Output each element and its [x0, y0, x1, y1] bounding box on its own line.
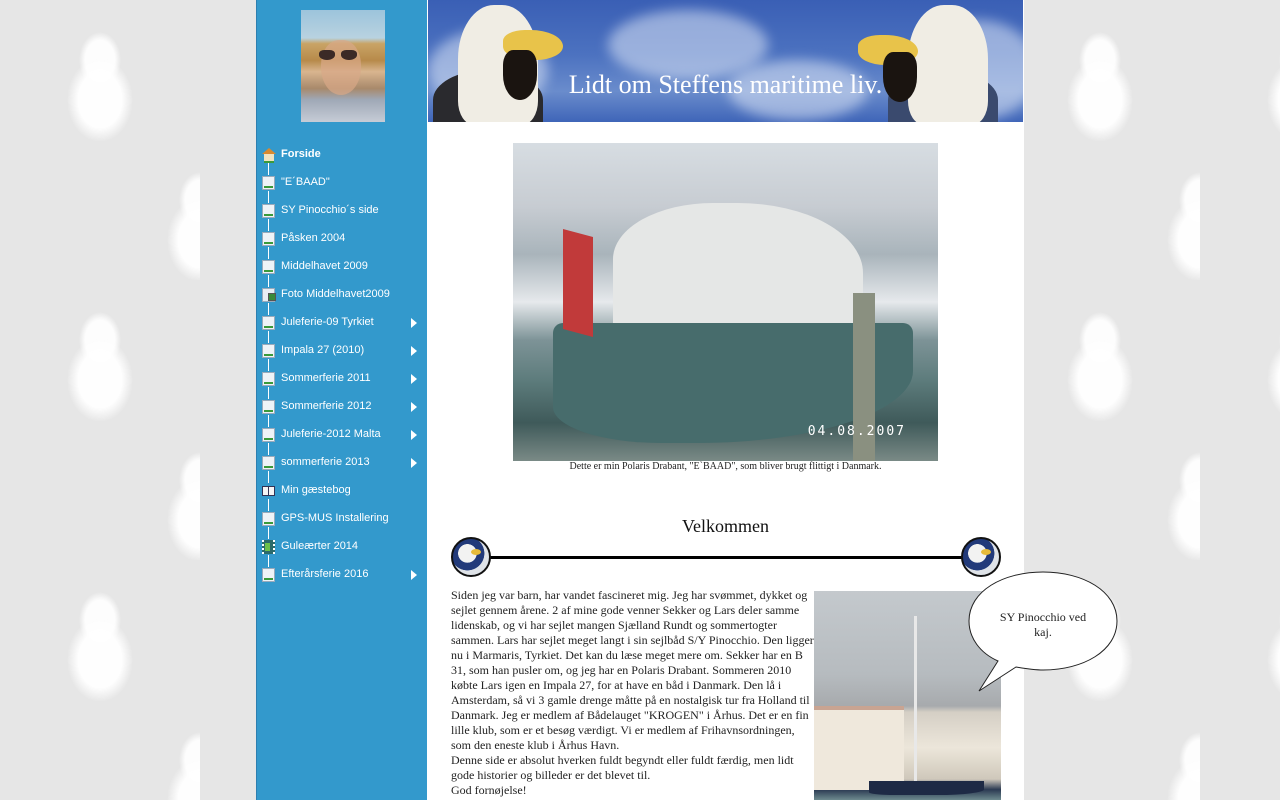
sidebar-item-label[interactable]: GPS-MUS Installering: [281, 512, 389, 524]
sidebar-item[interactable]: [257, 169, 427, 197]
page-icon: [262, 428, 275, 442]
page-icon: [262, 372, 275, 386]
sidebar-item[interactable]: [257, 477, 427, 505]
sidebar-item[interactable]: [257, 225, 427, 253]
sidebar-item-label[interactable]: Sommerferie 2012: [281, 400, 372, 412]
page-icon: [262, 512, 275, 526]
photo-caption: Dette er min Polaris Drabant, "E`BAAD", som bliver brugt flittigt i Danmark.: [569, 461, 882, 472]
sidebar-item-label[interactable]: Efterårsferie 2016: [281, 568, 369, 580]
submenu-arrow-icon[interactable]: [411, 430, 417, 440]
page-icon: [262, 344, 275, 358]
divider-line: [470, 556, 980, 559]
sidebar-item-label[interactable]: Påsken 2004: [281, 232, 346, 244]
sidebar-nav: [257, 141, 427, 589]
submenu-arrow-icon[interactable]: [411, 458, 417, 468]
sidebar-item[interactable]: [257, 337, 427, 365]
eagle-badge-left-icon: [451, 537, 491, 577]
sidebar-item[interactable]: [257, 533, 427, 561]
welcome-heading: Velkommen: [682, 516, 769, 536]
page-icon: [262, 400, 275, 414]
sidebar-item[interactable]: [257, 505, 427, 533]
guestbook-icon: [262, 486, 275, 496]
sidebar-item[interactable]: [257, 281, 427, 309]
sidebar-item-label[interactable]: Juleferie-2012 Malta: [281, 428, 381, 440]
intro-paragraph: God fornøjelse!: [451, 783, 527, 797]
sidebar-item-label[interactable]: Sommerferie 2011: [281, 372, 371, 384]
portrait-photo: [301, 10, 385, 122]
sidebar-item-label[interactable]: Min gæstebog: [281, 484, 351, 496]
page-icon: [262, 204, 275, 218]
intro-paragraph: Denne side er absolut hverken fuldt begyndt eller fuldt færdig, men lidt gode historier og billeder er det blevet til.: [451, 753, 794, 782]
submenu-arrow-icon[interactable]: [411, 402, 417, 412]
page-icon: [262, 316, 275, 330]
site-title: Lidt om Steffens maritime liv.: [568, 70, 883, 99]
speech-bubble-text: SY Pinocchio ved kaj.: [999, 610, 1087, 639]
sidebar-item[interactable]: [257, 365, 427, 393]
photo-date-stamp: 04.08.2007: [807, 424, 906, 439]
submenu-arrow-icon[interactable]: [411, 318, 417, 328]
sidebar-item[interactable]: [257, 393, 427, 421]
sidebar-item[interactable]: [257, 253, 427, 281]
photo-gallery-icon: [262, 288, 275, 302]
page-icon: [262, 232, 275, 246]
sidebar-item[interactable]: [257, 449, 427, 477]
page-icon: [262, 176, 275, 190]
sidebar-item-label[interactable]: Middelhavet 2009: [281, 260, 368, 272]
sidebar-item[interactable]: [257, 421, 427, 449]
home-icon: [262, 148, 275, 162]
sidebar-item-label[interactable]: Impala 27 (2010): [281, 344, 365, 356]
sidebar-item-label[interactable]: Guleærter 2014: [281, 540, 359, 552]
submenu-arrow-icon[interactable]: [411, 346, 417, 356]
sidebar-item-label[interactable]: Foto Middelhavet2009: [281, 288, 390, 300]
sidebar-item-label[interactable]: Juleferie-09 Tyrkiet: [281, 316, 374, 328]
intro-text: [451, 588, 816, 798]
page-icon: [262, 568, 275, 582]
header-banner: [428, 0, 1023, 122]
sidebar-item-label[interactable]: sommerferie 2013: [281, 456, 370, 468]
page-icon: [262, 260, 275, 274]
eagle-right-image: [858, 0, 1008, 122]
video-icon: [262, 540, 275, 554]
sidebar-item-label[interactable]: SY Pinocchio´s side: [281, 204, 379, 216]
sidebar-item[interactable]: [257, 309, 427, 337]
eagle-left-image: [433, 0, 583, 122]
sidebar-item[interactable]: [257, 197, 427, 225]
sidebar-item[interactable]: [257, 561, 427, 589]
submenu-arrow-icon[interactable]: [411, 570, 417, 580]
boat-photo-ebaad: [513, 143, 938, 461]
sidebar-item[interactable]: [257, 141, 427, 169]
intro-paragraph: Siden jeg var barn, har vandet fascineret mig. Jeg har svømmet, dykket og sejlet gennem årene. 2 af mine gode venner Sekker og Lars deler samme lidenskab, og vi har sejlet mangen Sjælland Rundt og sommertogter sammen. Lars har sejlet meget langt i sin sejlbåd S/Y Pinocchio. Den ligger nu i Marmaris, Tyrkiet. Det kan du læse meget mere om. Sekker har en B 31, som han pusler om, og jeg har en Polaris Drabant. Sommeren 2010 købte Lars igen en Impala 27, for at have en båd i Danmark. Den lå i Amsterdam, så vi 3 gamle drenge måtte på en nostalgisk tur fra Holland til Danmark. Jeg er medlem af Bådelauget "KROGEN" i Århus. Det er en fin lille klub, som er et besøg værdigt. Vi er medlem af Frihavnsordningen, som den eneste klub i Århus Havn.: [451, 588, 814, 752]
submenu-arrow-icon[interactable]: [411, 374, 417, 384]
page-icon: [262, 456, 275, 470]
sidebar-item-label[interactable]: Forside: [281, 148, 321, 160]
sidebar: [256, 0, 427, 800]
sidebar-item-label[interactable]: "E´BAAD": [281, 176, 330, 188]
